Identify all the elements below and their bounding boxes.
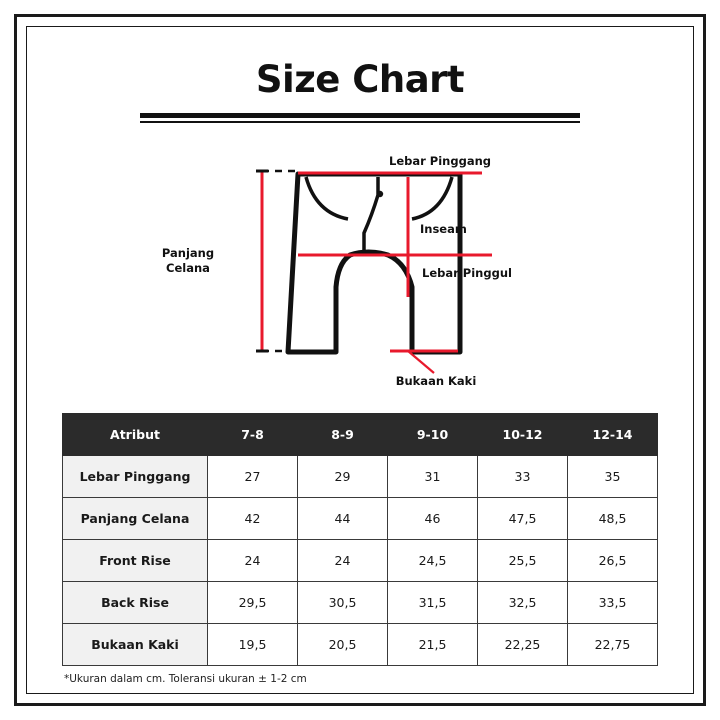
row-label-front-rise: Front Rise	[63, 540, 208, 582]
cell-bukaan-kaki-8-9: 20,5	[298, 624, 388, 666]
row-label-lebar-pinggang: Lebar Pinggang	[63, 456, 208, 498]
cell-panjang-celana-8-9: 44	[298, 498, 388, 540]
cell-lebar-pinggang-7-8: 27	[208, 456, 298, 498]
page-content	[40, 40, 680, 685]
shorts-diagram-svg	[40, 137, 680, 402]
header-size-7-8: 7-8	[208, 414, 298, 456]
cell-back-rise-12-14: 33,5	[568, 582, 658, 624]
title-rule-thin	[140, 121, 580, 123]
label-waist-width: Lebar Pinggang	[389, 154, 491, 168]
table-row	[63, 456, 658, 498]
label-hip-width: Lebar Pinggul	[422, 266, 512, 280]
label-pants-length-2: Celana	[166, 261, 210, 275]
cell-lebar-pinggang-8-9: 29	[298, 456, 388, 498]
cell-bukaan-kaki-10-12: 22,25	[478, 624, 568, 666]
cell-front-rise-7-8: 24	[208, 540, 298, 582]
header-size-12-14: 12-14	[568, 414, 658, 456]
header-size-9-10: 9-10	[388, 414, 478, 456]
table-row	[63, 624, 658, 666]
cell-lebar-pinggang-10-12: 33	[478, 456, 568, 498]
cell-lebar-pinggang-9-10: 31	[388, 456, 478, 498]
row-label-back-rise: Back Rise	[63, 582, 208, 624]
label-pants-length-1: Panjang	[161, 246, 215, 260]
title-rule-thick	[140, 113, 580, 118]
measurement-footnote: *Ukuran dalam cm. Toleransi ukuran ± 1-2 cm	[64, 673, 307, 685]
table-header-row	[63, 414, 658, 456]
size-table	[62, 413, 658, 666]
label-inseam: Inseam	[420, 222, 467, 236]
header-size-8-9: 8-9	[298, 414, 388, 456]
cell-bukaan-kaki-7-8: 19,5	[208, 624, 298, 666]
cell-panjang-celana-9-10: 46	[388, 498, 478, 540]
cell-panjang-celana-7-8: 42	[208, 498, 298, 540]
row-label-panjang-celana: Panjang Celana	[63, 498, 208, 540]
cell-back-rise-9-10: 31,5	[388, 582, 478, 624]
table-row	[63, 582, 658, 624]
size-table-body	[63, 456, 658, 666]
table-row	[63, 498, 658, 540]
header-attribute: Atribut	[63, 414, 208, 456]
cell-lebar-pinggang-12-14: 35	[568, 456, 658, 498]
cell-front-rise-9-10: 24,5	[388, 540, 478, 582]
header-size-10-12: 10-12	[478, 414, 568, 456]
title-underline	[140, 113, 580, 123]
shorts-outline	[288, 174, 460, 352]
cell-panjang-celana-12-14: 48,5	[568, 498, 658, 540]
cell-front-rise-12-14: 26,5	[568, 540, 658, 582]
cell-bukaan-kaki-9-10: 21,5	[388, 624, 478, 666]
cell-back-rise-10-12: 32,5	[478, 582, 568, 624]
cell-front-rise-8-9: 24	[298, 540, 388, 582]
label-leg-opening: Bukaan Kaki	[395, 374, 477, 388]
cell-back-rise-8-9: 30,5	[298, 582, 388, 624]
cell-bukaan-kaki-12-14: 22,75	[568, 624, 658, 666]
cell-front-rise-10-12: 25,5	[478, 540, 568, 582]
size-table-wrap	[62, 413, 658, 685]
shorts-diagram	[40, 137, 680, 407]
row-label-bukaan-kaki: Bukaan Kaki	[63, 624, 208, 666]
cell-panjang-celana-10-12: 47,5	[478, 498, 568, 540]
cell-back-rise-7-8: 29,5	[208, 582, 298, 624]
page-title: Size Chart	[255, 58, 465, 101]
size-table-head	[63, 414, 658, 456]
table-row	[63, 540, 658, 582]
